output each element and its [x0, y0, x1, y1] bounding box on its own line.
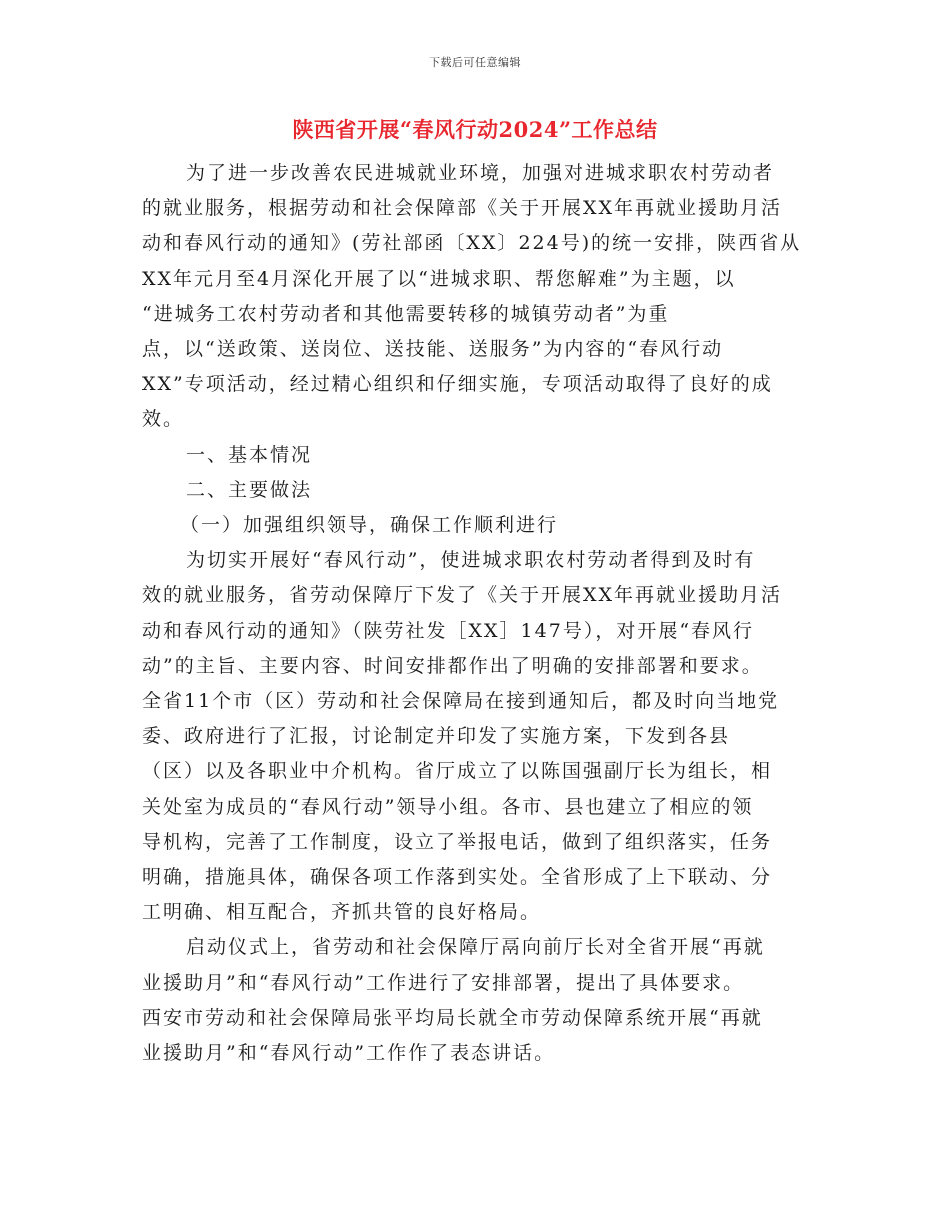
text-line: 动和春风行动的通知》(劳社部函〔XX〕224号)的统一安排，陕西省从	[142, 232, 802, 255]
text-line: 为切实开展好“春风行动”，使进城求职农村劳动者得到及时有	[186, 549, 756, 572]
text-line: 效的就业服务，省劳动保障厅下发了《关于开展XX年再就业援助月活	[142, 584, 783, 607]
text-line: 业援助月”和“春风行动”工作作了表态讲话。	[142, 1042, 556, 1065]
document-body	[142, 156, 810, 1071]
text-line: 效。	[142, 408, 185, 431]
subsection-heading-organization: （一）加强组织领导，确保工作顺利进行	[180, 514, 559, 537]
text-line: 明确，措施具体，确保各项工作落到实处。全省形成了上下联动、分	[142, 866, 773, 889]
text-line: 关处室为成员的“春风行动”领导小组。各市、县也建立了相应的领	[142, 795, 754, 818]
text-line: 业援助月”和“春风行动”工作进行了安排部署，提出了具体要求。	[142, 971, 745, 994]
text-line: 导机构，完善了工作制度，设立了举报电话，做到了组织落实，任务	[142, 830, 773, 853]
text-line: 委、政府进行了汇报，讨论制定并印发了实施方案，下发到各县	[142, 725, 731, 748]
text-line: 启动仪式上，省劳动和社会保障厅鬲向前厅长对全省开展“再就	[186, 936, 765, 959]
text-line: 动”的主旨、主要内容、时间安排都作出了明确的安排部署和要求。	[142, 654, 763, 677]
paragraph-organization	[142, 543, 810, 930]
text-line: “进城务工农村劳动者和其他需要转移的城镇劳动者”为重	[142, 302, 670, 325]
text-line: 的就业服务，根据劳动和社会保障部《关于开展XX年再就业援助月活	[142, 197, 783, 220]
text-line: 全省11个市（区）劳动和社会保障局在接到通知后，都及时向当地党	[142, 690, 780, 713]
text-line: 西安市劳动和社会保障局张平均局长就全市劳动保障系统开展“再就	[142, 1006, 763, 1029]
text-line: XX”专项活动，经过精心组织和仔细实施，专项活动取得了良好的成	[142, 373, 773, 396]
text-line: （区）以及各职业中介机构。省厅成立了以陈国强副厅长为组长，相	[142, 760, 773, 783]
paragraph-intro	[142, 156, 810, 438]
document-title: 陕西省开展“春风行动2024”工作总结	[292, 117, 658, 142]
text-line: 点，以“送政策、送岗位、送技能、送服务”为内容的“春风行动	[142, 338, 724, 361]
text-line: XX年元月至4月深化开展了以“进城求职、帮您解难”为主题，以	[142, 267, 736, 290]
text-line: 工明确、相互配合，齐抓共管的良好格局。	[142, 901, 542, 924]
page-header-note: 下载后可任意编辑	[429, 56, 521, 69]
section-heading-methods: 二、主要做法	[186, 478, 313, 501]
paragraph-launch-ceremony	[142, 930, 810, 1071]
text-line: 为了进一步改善农民进城就业环境，加强对进城求职农村劳动者	[186, 162, 775, 184]
section-heading-basic: 一、基本情况	[186, 443, 313, 466]
text-line: 动和春风行动的通知》（陕劳社发［XX］147号），对开展“春风行	[142, 619, 755, 642]
